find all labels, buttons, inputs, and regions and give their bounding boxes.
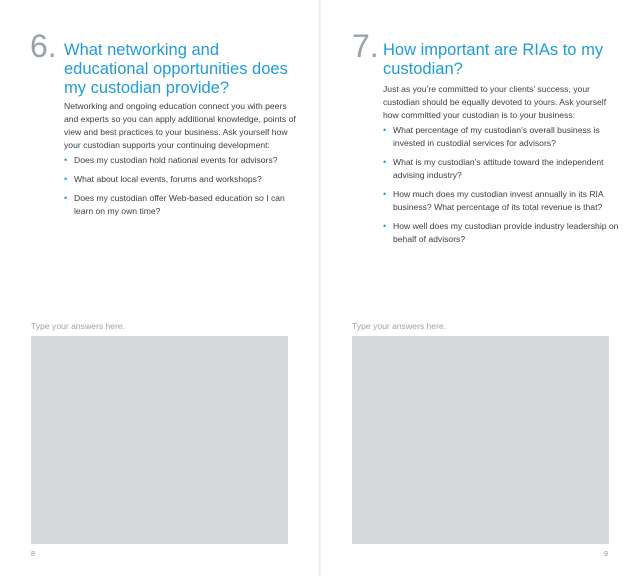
bullet-item [64, 173, 300, 186]
bullet-icon: • [383, 189, 387, 199]
question-title: How important are RIAs to my custodian? [383, 41, 604, 78]
answer-label: Type your answers here. [352, 321, 447, 331]
bullet-item [64, 192, 300, 218]
question-bullet-list [383, 124, 619, 252]
question-number: 6. [30, 28, 57, 64]
bullet-item [64, 154, 300, 167]
bullet-text: What about local events, forums and workshops? [74, 174, 262, 184]
question-bullet-list [64, 154, 300, 224]
answer-field[interactable] [31, 336, 288, 544]
right-page [321, 0, 640, 576]
question-number: 7. [352, 28, 379, 64]
bullet-icon: • [64, 193, 68, 203]
bullet-text: Does my custodian offer Web-based education so I can learn on my own time? [74, 193, 285, 216]
bullet-text: How well does my custodian provide industry leadership on behalf of advisors? [393, 221, 619, 244]
bullet-text: How much does my custodian invest annually in its RIA business? What percentage of its total revenue is that? [393, 189, 604, 212]
bullet-icon: • [383, 125, 387, 135]
bullet-item [383, 188, 619, 214]
bullet-icon: • [383, 221, 387, 231]
bullet-text: What percentage of my custodian’s overall business is invested in custodial services for advisors? [393, 125, 600, 148]
bullet-icon: • [64, 155, 68, 165]
bullet-icon: • [64, 174, 68, 184]
bullet-item [383, 156, 619, 182]
question-intro: Networking and ongoing education connect you with peers and experts so you can apply additional knowledge, points of view and best practices to your business. Ask yourself how your custodian supports your continuing development: [64, 101, 296, 150]
question-intro: Just as you’re committed to your clients’ success, your custodian should be equally devoted to yours. Ask yourself how committed your custodian is to your business: [383, 84, 607, 120]
bullet-item [383, 220, 619, 246]
page-number: 8 [31, 551, 35, 558]
bullet-item [383, 124, 619, 150]
page-number: 9 [604, 551, 608, 558]
answer-label: Type your answers here. [31, 321, 126, 331]
question-title: What networking and educational opportunities does my custodian provide? [64, 41, 288, 97]
bullet-icon: • [383, 157, 387, 167]
answer-field[interactable] [352, 336, 609, 544]
bullet-text: Does my custodian hold national events for advisors? [74, 155, 278, 165]
bullet-text: What is my custodian’s attitude toward the independent advising industry? [393, 157, 604, 180]
left-page [0, 0, 319, 576]
